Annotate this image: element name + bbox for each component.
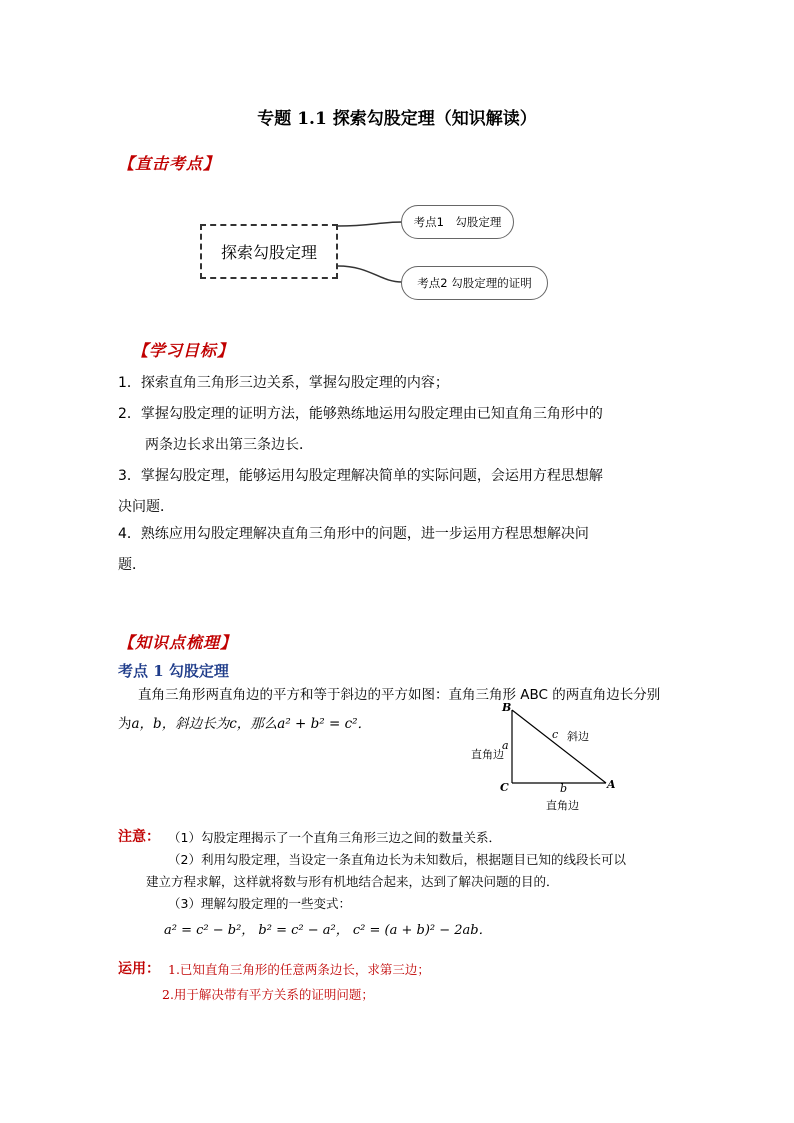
goal-3-line2: 决问题． (118, 499, 174, 515)
goal-4-line1: 4．熟练应用勾股定理解决直角三角形中的问题，进一步运用方程思想解决问 (118, 526, 589, 542)
leg-label-left: 直角边 (471, 748, 504, 761)
apply-2: 2.用于解决带有平方关系的证明问题； (162, 987, 374, 1002)
vertex-c-label: C (500, 781, 509, 794)
goal-1: 1．探索直角三角形三边关系，掌握勾股定理的内容； (118, 375, 449, 391)
vertex-b-label: B (502, 701, 512, 714)
goal-3-line1: 3．掌握勾股定理，能够运用勾股定理解决简单的实际问题，会运用方程思想解 (118, 468, 603, 484)
mindmap-node-proof: 考点2 勾股定理的证明 (401, 266, 548, 300)
vertex-a-label: A (607, 778, 616, 791)
apply-label: 运用： (118, 961, 160, 977)
page-title: 专题 1.1 探索勾股定理（知识解读） (257, 109, 537, 129)
side-a-label: a (502, 739, 509, 752)
apply-1: 1.已知直角三角形的任意两条边长，求第三边； (168, 962, 430, 977)
hypotenuse-label: 斜边 (567, 730, 589, 743)
note-1: （1）勾股定理揭示了一个直角三角形三边之间的数量关系． (168, 830, 501, 845)
section-exam-points: 【直击考点】 (118, 154, 221, 173)
notes-label: 注意： (118, 829, 160, 845)
leg-label-bottom: 直角边 (546, 799, 579, 812)
variant-formulas: a² = c² − b²， b² = c² − a²， c² = (a + b)² − 2ab． (164, 923, 492, 938)
point1-line2-vars: a，b，斜边长为c，那么 (131, 716, 278, 732)
point1-heading: 考点 1 勾股定理 (118, 662, 229, 680)
section-goals: 【学习目标】 (132, 341, 235, 360)
section-knowledge: 【知识点梳理】 (118, 633, 238, 652)
note-2-line2: 建立方程求解，这样就将数与形有机地结合起来，达到了解决问题的目的． (146, 874, 559, 889)
side-b-label: b (560, 782, 568, 795)
mindmap-connectors (330, 212, 410, 296)
goal-2-line2: 两条边长求出第三条边长． (145, 437, 313, 453)
side-c-label: c (552, 728, 559, 741)
goal-4-line2: 题． (118, 557, 146, 573)
point1-line1: 直角三角形两直角边的平方和等于斜边的平方如图：直角三角形 ABC 的两直角边长分别 (138, 687, 661, 703)
goal-2-line1: 2．掌握勾股定理的证明方法，能够熟练地运用勾股定理由已知直角三角形中的 (118, 406, 603, 422)
point1-line2-prefix: 为 (118, 716, 132, 732)
mindmap-node-pythagorean: 考点1 勾股定理 (401, 205, 514, 239)
point1-line2 (118, 712, 371, 732)
note-2-line1: （2）利用勾股定理，当设定一条直角边长为未知数后，根据题目已知的线段长可以 (168, 852, 626, 867)
note-3: （3）理解勾股定理的一些变式： (168, 896, 351, 911)
pythagorean-formula: a² + b² = c²． (277, 716, 372, 732)
mindmap-root: 探索勾股定理 (200, 224, 338, 279)
